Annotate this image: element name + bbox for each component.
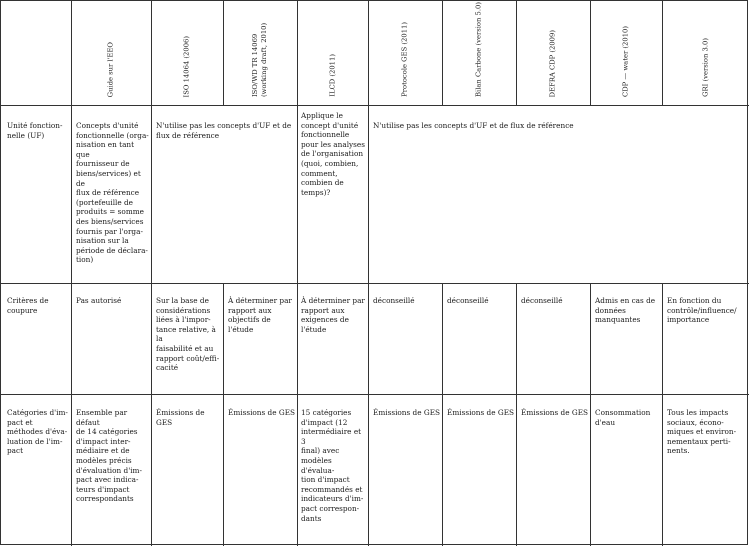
grid-line [662,283,663,546]
grid-line [590,283,591,546]
table-cell: déconseillé [447,296,489,305]
table-cell: Émissions de GES [228,408,296,417]
row-label: Unité fonction- nelle (UF) [7,121,63,140]
column-header: DEFRA CDP (2009) [548,29,557,97]
row-label: Critères de coupure [7,296,49,315]
grid-line [516,283,517,546]
table-cell: Applique le concept d'unité fonctionnelle pour les analyses de l'organisation (quoi, combien, comment, combien de temps)? [301,111,365,197]
table-cell: Consommation d'eau [595,408,651,427]
column-header: GRI (version 3.0) [701,38,709,97]
table-cell: 15 catégories d'impact (12 intermédiaire et 3 final) avec modèles d'évalua- tion d'impact recommandés et indicateurs d'im- pact correspon- dants [301,408,364,523]
table-cell: Sur la base de considérations liées à l'impor- tance relative, à la faisabilité et au rapport coût/effi- cacité [156,296,220,373]
grid-line [1,394,749,395]
table-cell: Admis en cas de données manquantes [595,296,656,325]
column-header: ISO/WD TR 14069 (working draft, 2010) [251,22,268,97]
grid-line [1,105,749,106]
grid-line [1,283,749,284]
column-header: Bilan Carbone (version 5.0) [474,2,483,97]
grid-line [223,283,224,546]
table-cell: Émissions de GES [156,408,205,427]
table-cell: Émissions de GES [373,408,441,417]
row-label: Catégories d'im- pact et méthodes d'éva- luation de l'im- pact [7,408,68,456]
column-header: Guide sur l'EEO [106,41,115,97]
column-header: ILCD (2011) [328,54,336,97]
column-header: ISO 14064 (2006) [182,35,191,97]
table-cell: Pas autorisé [76,296,122,305]
table-cell: À déterminer par rapport aux exigences de l'étude [301,296,365,334]
column-header: CDP — water (2010) [621,26,630,97]
table-cell: Émissions de GES [447,408,515,417]
table-cell: N'utilise pas les concepts d'UF et de flux de référence [373,121,574,130]
table-cell: Émissions de GES [521,408,589,417]
table-cell: déconseillé [521,296,563,305]
column-header: Protocole GES (2011) [400,22,409,97]
grid-line [442,283,443,546]
table-cell: En fonction du contrôle/influence/ importance [667,296,737,325]
table-cell: Tous les impacts sociaux, écono- miques et environ- nementaux perti- nents. [667,408,737,456]
table-cell: déconseillé [373,296,415,305]
table-cell: À déterminer par rapport aux objectifs de l'étude [228,296,292,334]
table-cell: Concepts d'unité fonctionnelle (orga- nisation en tant que fournisseur de biens/services) et de flux de référence (portefeuille de produits = somme des biens/services fournis par l'orga- nisation sur la période de déclara- tion) [76,121,149,265]
table-cell: N'utilise pas les concepts d'UF et de flux de référence [156,121,292,140]
table-cell: Ensemble par défaut de 14 catégories d'impact inter- médiaire et de modèles précis d'évaluation d'im- pact avec indica- teurs d'impact correspondants [76,408,142,504]
